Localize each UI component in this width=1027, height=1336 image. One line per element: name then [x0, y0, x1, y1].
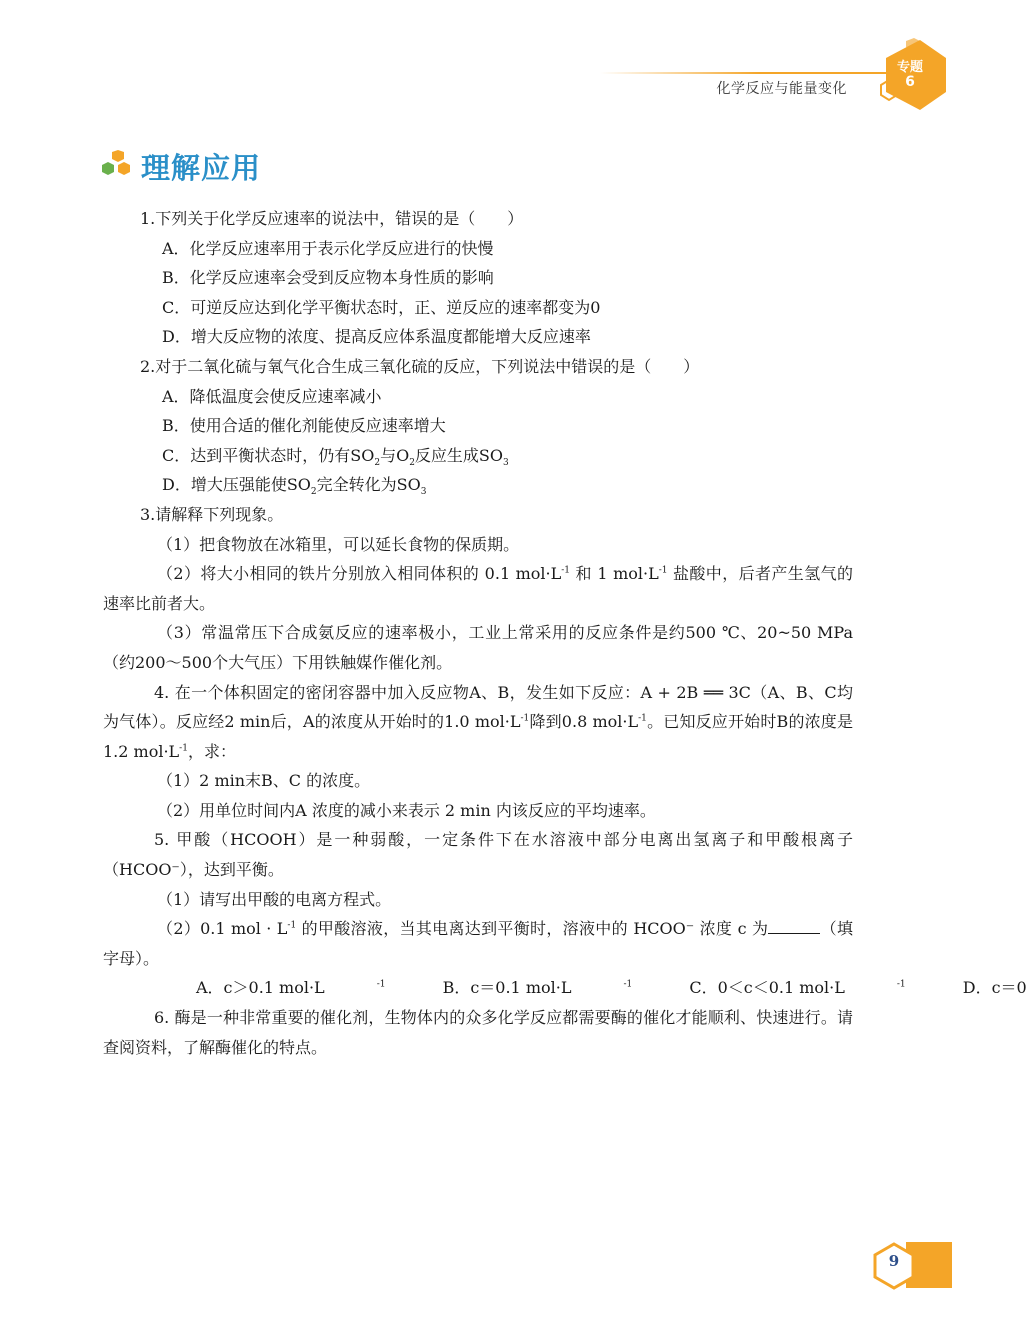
page-number: 9 [888, 1252, 900, 1270]
q5-option-b: B．c＝0.1 mol·L $^{-1}$ [442, 978, 633, 998]
header-rule [600, 72, 890, 74]
topic-number: 6 [905, 74, 915, 90]
q6-stem: 6. 酶是一种非常重要的催化剂，生物体内的众多化学反应都需要酶的催化才能顺利、快速进行。请查阅资料，了解酶催化的特点。 [103, 1008, 853, 1057]
q4-sub-1: （1）2 min末B、C 的浓度。 [157, 771, 371, 791]
q2-option-a: A．降低温度会使反应速率减小 [162, 386, 382, 406]
topic-label: 专题 [896, 60, 923, 75]
q2-option-b: B．使用合适的催化剂能使反应速率增大 [162, 416, 446, 436]
q5-sub-1: （1）请写出甲酸的电离方程式。 [157, 889, 392, 909]
q1-option-c: C．可逆反应达到化学平衡状态时，正、逆反应的速率都变为0 [162, 297, 601, 317]
q2-option-d: D．增大压强能使$SO_2$完全转化为$SO_3$ [162, 475, 427, 498]
q5-sub-2: （2）0.1 mol · $L^{-1}$ 的甲酸溶液，当其电离达到平衡时，溶液中的 HCOO⁻ 浓度 c 为 （填字母）。 [103, 914, 853, 973]
q2-stem: 2.对于二氧化硫与氧气化合生成三氧化硫的反应，下列说法中错误的是（ ） [140, 356, 700, 376]
q1-option-b: B．化学反应速率会受到反应物本身性质的影响 [162, 268, 494, 288]
q3-sub-1: （1）把食物放在冰箱里，可以延长食物的保质期。 [157, 534, 520, 554]
q1-option-d: D．增大反应物的浓度、提高反应体系温度都能增大反应速率 [162, 327, 591, 347]
q4-sub-2: （2）用单位时间内A 浓度的减小来表示 2 min 内该反应的平均速率。 [157, 800, 656, 820]
answer-blank[interactable] [768, 915, 820, 934]
q4-stem: 4. 在一个体积固定的密闭容器中加入反应物A、B，发生如下反应：A + 2B ══ 3C（A、B、C均为气体）。反应经2 min后，A的浓度从开始时的1.0 $mol\cdot L^{-1}$降到0.8 $mol\cdot L^{-1}$。已知反应开始时B的浓度是1.2 $mol\cdot L^{-1}$，求： [103, 682, 853, 761]
topic-badge [884, 60, 936, 90]
section-title: 理解应用 [141, 151, 262, 185]
q5-option-a: A．c＞0.1 mol·L $^{-1}$ [196, 978, 386, 998]
q3-sub-3: （3）常温常压下合成氨反应的速率极小，工业上常采用的反应条件是约500 ℃、20~50 MPa（约200～500个大气压）下用铁触媒作催化剂。 [103, 623, 853, 672]
q3-sub-2: （2）将大小相同的铁片分别放入相同体积的 0.1 $mol\cdot L^{-1}$ 和 1 $mol\cdot L^{-1}$ 盐酸中，后者产生氢气的速率比前者大。 [103, 564, 853, 613]
q5-option-d: D．c＝0 [962, 978, 1027, 998]
q5-stem: 5. 甲酸（HCOOH）是一种弱酸，一定条件下在水溶液中部分电离出氢离子和甲酸根离子（HCOO⁻），达到平衡。 [103, 830, 853, 880]
exercise-content [103, 204, 1027, 1062]
q5-option-c: C．0＜c＜0.1 mol·L $^{-1}$ [689, 978, 906, 998]
q1-stem: 1.下列关于化学反应速率的说法中，错误的是（ ） [140, 209, 524, 228]
chapter-title: 化学反应与能量变化 [716, 81, 847, 97]
q1-option-a: A．化学反应速率用于表示化学反应进行的快慢 [162, 238, 494, 258]
section-hexagon-icon [100, 149, 136, 183]
q2-option-c: C．达到平衡状态时，仍有$SO_2$与$O_2$反应生成$SO_3$ [162, 445, 509, 468]
q5-options [103, 973, 1027, 1003]
q3-stem: 3.请解释下列现象。 [140, 504, 284, 524]
